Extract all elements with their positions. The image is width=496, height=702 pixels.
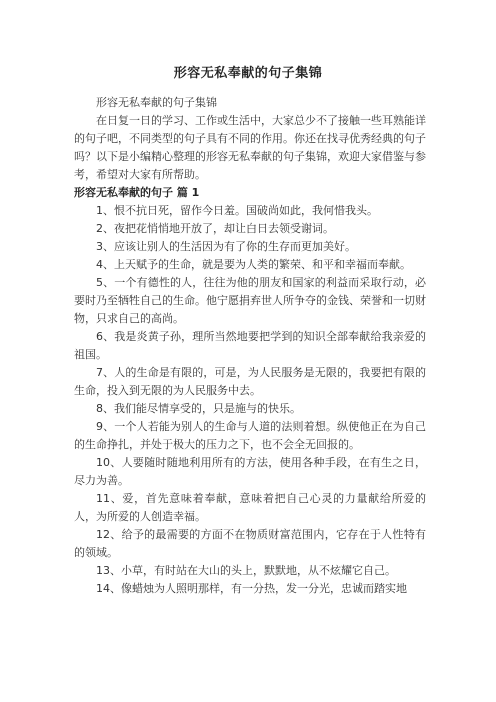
intro-paragraph: 在日复一日的学习、工作或生活中，大家总少不了接触一些耳熟能详的句子吧，不同类型的句子具有不同的作用。你还在找寻优秀经典的句子吗？以下是小编精心整理的形容无私奉献的句子集锦，欢迎大家借鉴与参考，希望对大家有所帮助。 — [74, 114, 426, 181]
document-title: 形容无私奉献的句子集锦 — [173, 66, 323, 81]
list-item: 2、夜把花悄悄地开放了，却让白日去领受谢词。 — [96, 222, 334, 235]
section-heading: 形容无私奉献的句子 篇 1 — [74, 186, 200, 199]
document-body — [74, 94, 426, 598]
list-item: 12、给予的最需要的方面不在物质财富范围内，它存在于人性特有的领域。 — [74, 528, 426, 559]
list-item: 4、上天赋予的生命，就是要为人类的繁荣、和平和幸福而奉献。 — [96, 258, 411, 271]
list-item: 8、我们能尽情享受的，只是施与的快乐。 — [96, 402, 301, 415]
list-item: 5、一个有德性的人，往往为他的朋友和国家的利益而采取行动，必要时乃至牺牲自己的生命。他宁愿捐弃世人所争夺的金钱、荣誉和一切财物，只求自己的高尚。 — [74, 276, 426, 325]
list-item: 10、人要随时随地利用所有的方法，使用各种手段，在有生之日，尽力为善。 — [74, 456, 426, 487]
list-item: 3、应该让别人的生活因为有了你的生存而更加美好。 — [96, 240, 356, 253]
list-item: 14、像蜡烛为人照明那样，有一分热，发一分光，忠诚而踏实地 — [96, 582, 407, 595]
document-subtitle: 形容无私奉献的句子集锦 — [96, 96, 217, 109]
list-item: 11、爱，首先意味着奉献，意味着把自己心灵的力量献给所爱的人，为所爱的人创造幸福。 — [74, 492, 426, 523]
list-item: 9、一个人若能为别人的生命与人道的法则着想。纵使他正在为自己的生命挣扎，并处于极大的压力之下，也不会全无回报的。 — [74, 420, 426, 451]
list-item: 6、我是炎黄子孙，理所当然地要把学到的知识全部奉献给我亲爱的祖国。 — [74, 330, 426, 361]
list-item: 13、小草，有时站在大山的头上，默默地，从不炫耀它自己。 — [96, 564, 396, 577]
list-item: 7、人的生命是有限的，可是，为人民服务是无限的，我要把有限的生命，投入到无限的为人民服务中去。 — [74, 366, 426, 397]
list-item: 1、恨不抗日死，留作今日羞。国破尚如此，我何惜我头。 — [96, 204, 378, 217]
